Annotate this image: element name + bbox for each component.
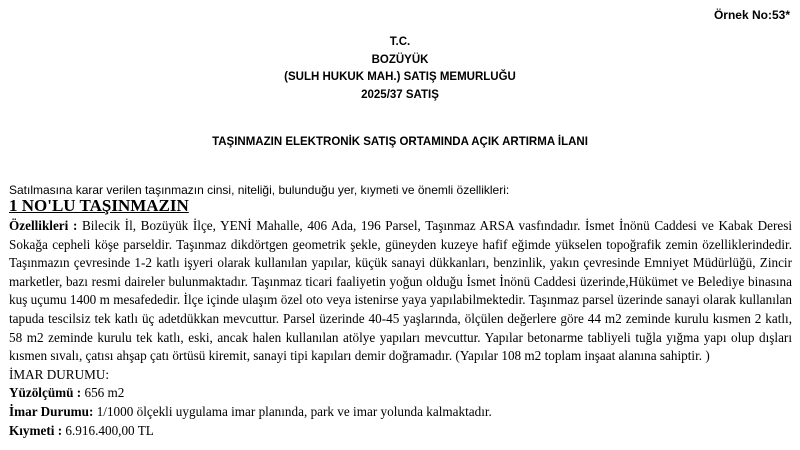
header-line-city: BOZÜYÜK: [371, 53, 429, 66]
value-line: [9, 422, 792, 441]
announcement-title: TAŞINMAZIN ELEKTRONİK SATIŞ ORTAMINDA AÇIK ARTIRMA İLANI: [212, 136, 588, 148]
document-header: [0, 34, 800, 104]
zoning-line: [9, 403, 792, 422]
area-value: 656 m2: [81, 385, 125, 401]
zoning-value: 1/1000 ölçekli uygulama imar planında, park ve imar yolunda kalmaktadır.: [93, 403, 492, 419]
zoning-label: İmar Durumu:: [9, 403, 94, 419]
property-title: 1 NO'LU TAŞINMAZIN: [9, 196, 189, 215]
ornek-number: Örnek No:53*: [713, 8, 790, 22]
zoning-heading: İMAR DURUMU:: [9, 366, 110, 382]
header-line-office: (SULH HUKUK MAH.) SATIŞ MEMURLUĞU: [284, 71, 516, 83]
area-label: Yüzölçümü :: [9, 385, 82, 401]
features-label: Özellikleri :: [9, 218, 78, 233]
value-amount: 6.916.400,00 TL: [62, 422, 154, 438]
intro-text: Satılmasına karar verilen taşınmazın cinsi, niteliği, bulunduğu yer, kıymeti ve önemli özellikleri:: [9, 183, 510, 197]
property-details: [9, 217, 792, 440]
features-text: Bilecik İl, Bozüyük İlçe, YENİ Mahalle, 406 Ada, 196 Parsel, Taşınmaz ARSA vasfındadır. İsmet İnönü Caddesi ve Kabak Deresi Sokağa cepheli köşe parseldir. Taşınmaz dikdörtgen geometrik şekle, güneyden kuzeye hafif eğimde yükselen topoğrafik zemin özelliklerindedir. Taşınmazın çevresinde 1-2 katlı işyeri olarak kullanılan yapılar, küçük sanayi dükkanları, benzinlik, yakın çevresinde Emniyet Müdürlüğü, Zincir marketler, bazı resmi daireler bulunmaktadır. Taşınmaz ticari faaliyetin yoğun olduğu İsmet İnönü Caddesi üzerinde,Hükümet ve Belediye binasına kuş uçumu 1400 m mesafededir. İlçe içinde ulaşım özel oto veya istenirse yaya yapılabilmektedir. Taşınmaz parsel üzerinde sanayi olarak kullanılan tapuda tescilsiz tek katlı üç adetdükkan mevcuttur. Parsel üzerinde 40-45 yaşlarında, ölçülen değerlere göre 44 m2 zeminde kurulu kısmen 2 katlı, 58 m2 zeminde kurulu tek katlı, eski, ancak halen kullanılan atölye yapıları mevcuttur. Yapılar betonarme tabliyeli tuğla yığma yapı olup dışları kısmen sıvalı, çatısı ahşap çatı örtüsü kiremit, sanayi tipi kapıları demir doğramadır. (Yapılar 108 m2 toplam inşaat alanına sahiptir. ): [9, 218, 792, 364]
value-label: Kıymeti :: [9, 422, 63, 438]
header-line-tc: T.C.: [389, 36, 411, 48]
area-line: [9, 384, 792, 403]
features-paragraph: [9, 217, 792, 366]
header-line-file-no: 2025/37 SATIŞ: [361, 88, 439, 101]
